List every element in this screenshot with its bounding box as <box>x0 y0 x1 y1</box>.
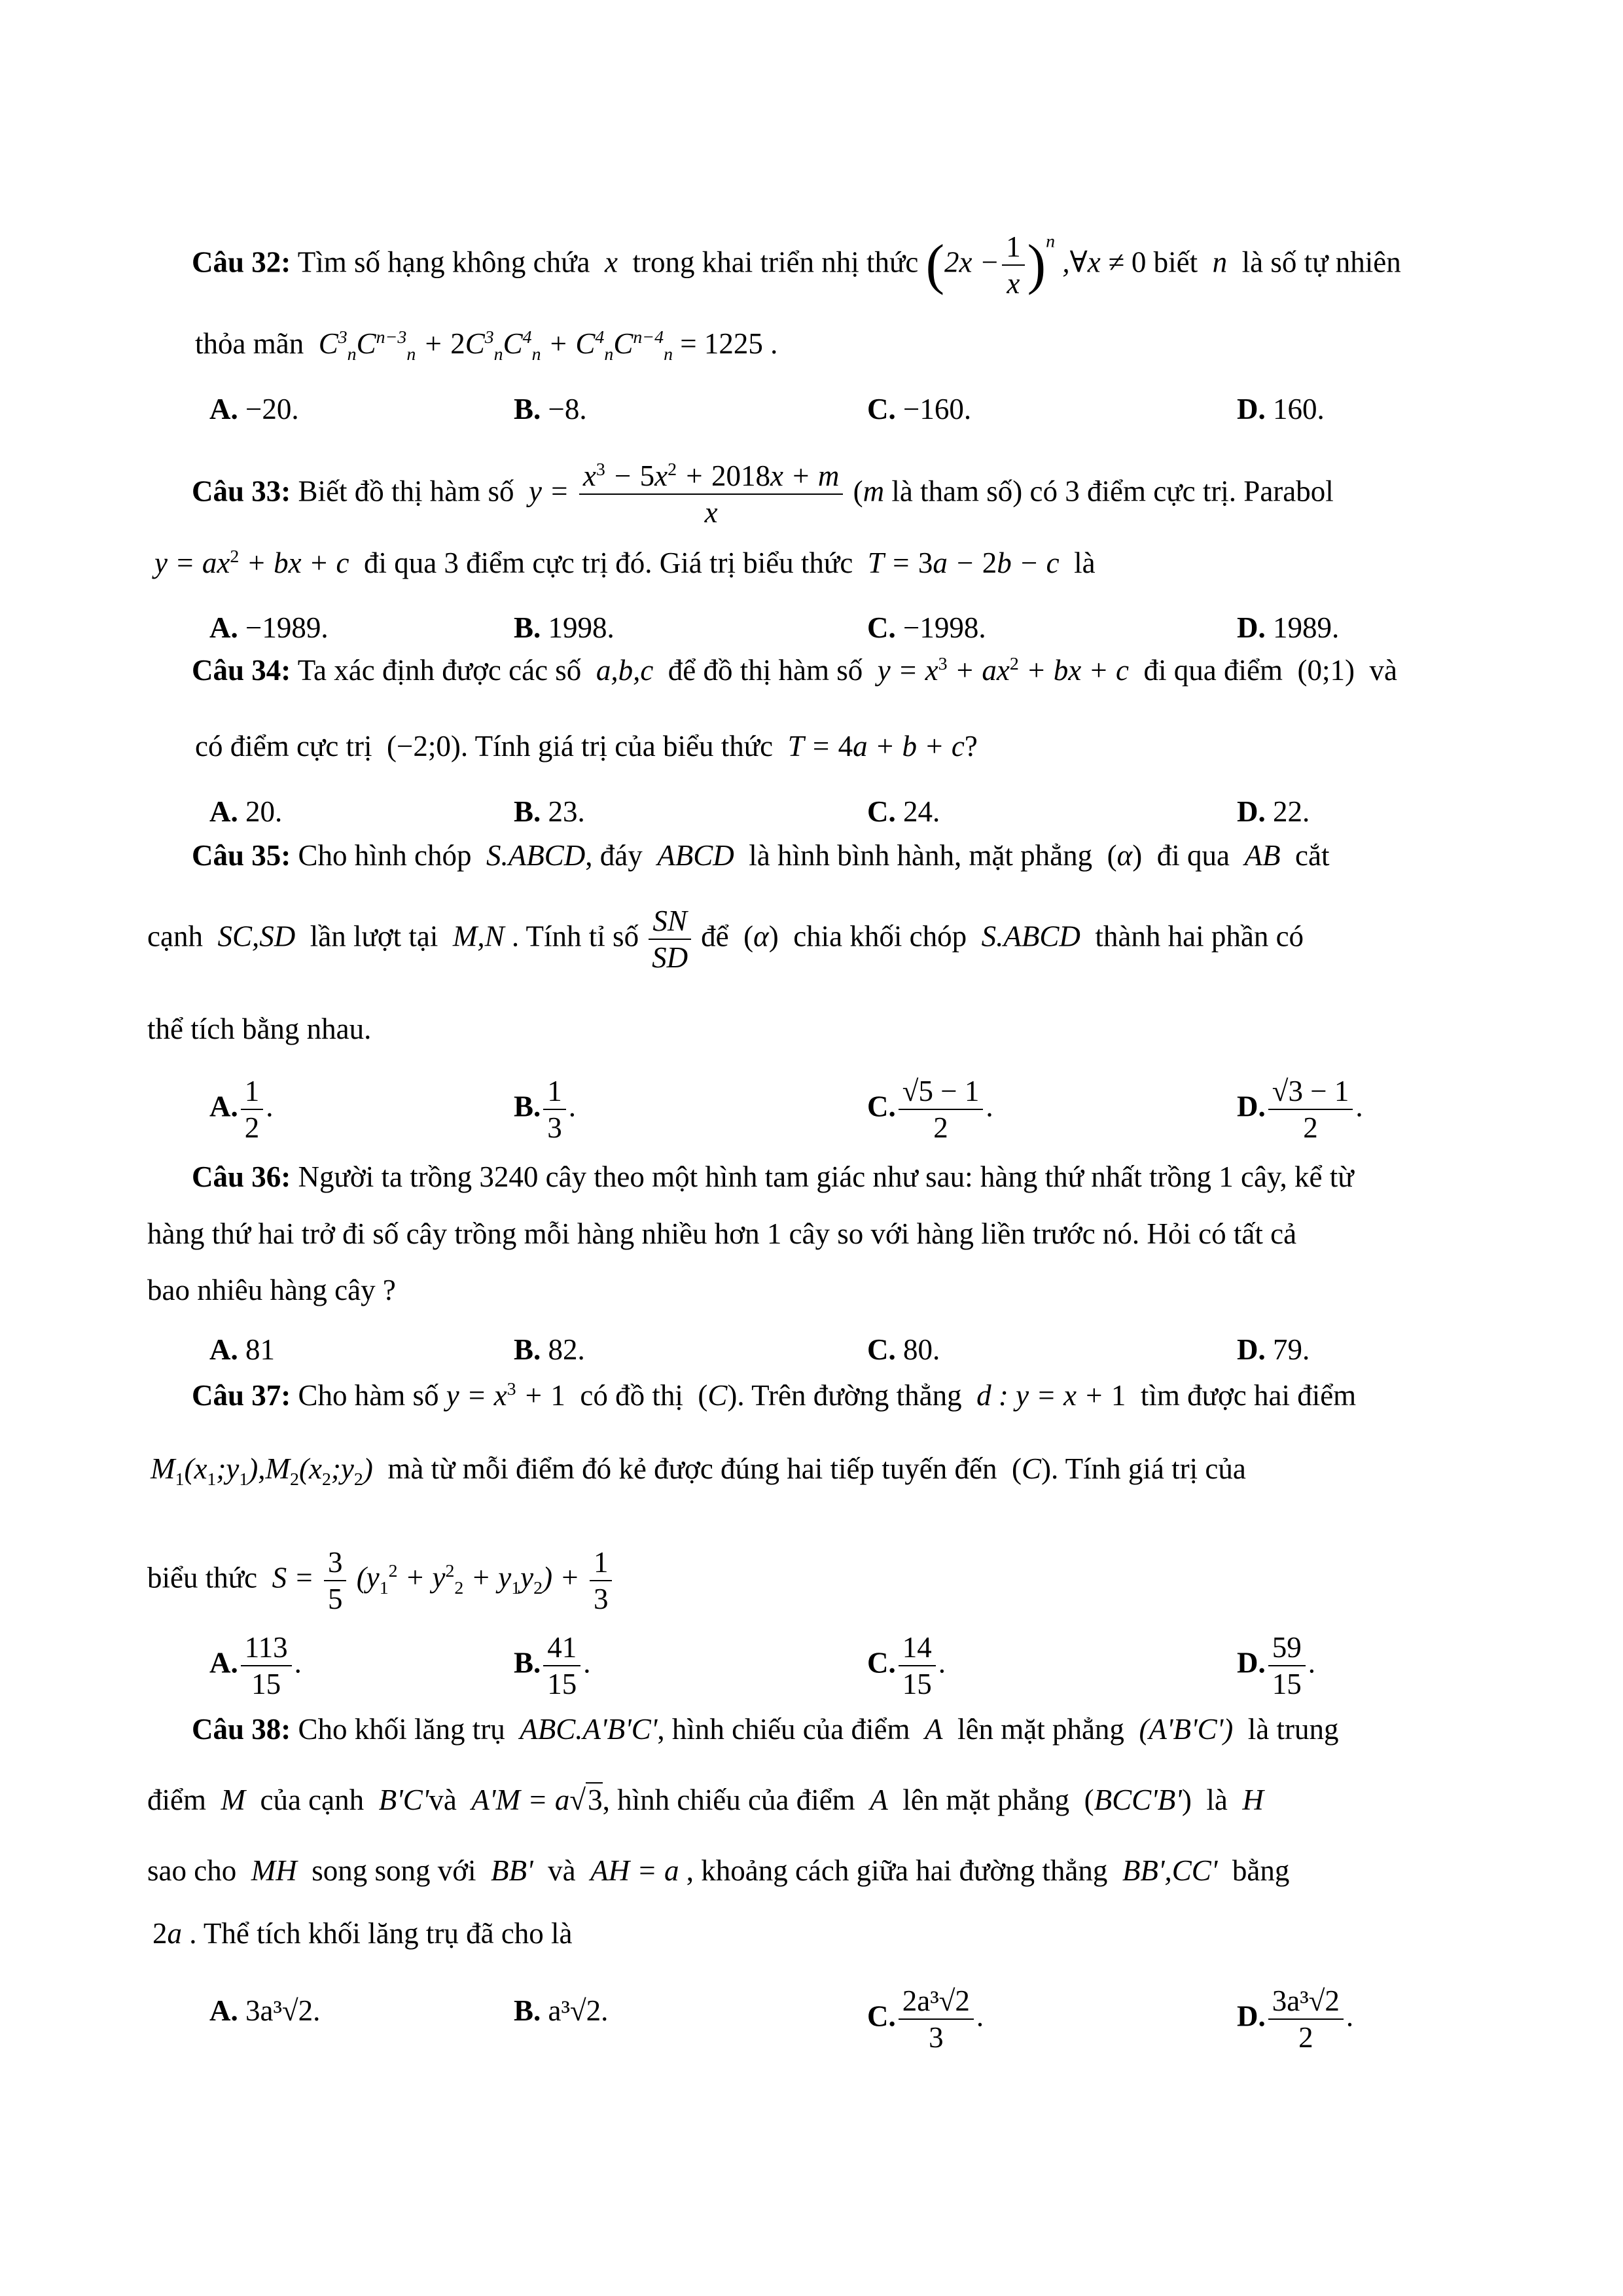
question-text: song song với <box>312 1854 476 1887</box>
question-text: Người ta trồng 3240 cây theo một hình tam giác như sau: hàng thứ nhất trồng 1 cây, kể từ <box>298 1160 1354 1193</box>
math-inline: (−2;0) <box>379 730 461 762</box>
question-text: đi qua <box>1156 839 1230 872</box>
question-34-line-1 <box>192 656 1397 685</box>
question-text: lên mặt phẳng <box>957 1713 1124 1746</box>
math-inline: ,∀x ≠ 0 <box>1062 245 1147 279</box>
math-inline: $y = x^3 + ax^2$ + bx + c <box>870 654 1137 687</box>
math-inline: AH = a <box>582 1854 687 1887</box>
question-text: để đồ thị hàm số <box>668 654 863 687</box>
option-b[interactable]: B. 82. <box>514 1333 585 1366</box>
math-inline: y = <box>521 475 569 508</box>
option-c[interactable]: C. $\frac{\text{2a³√2}}{3}$ . <box>867 1984 984 2054</box>
question-32-line-1 <box>192 229 1401 301</box>
question-text: . Thể tích khối lăng trụ đã cho là <box>189 1917 573 1950</box>
question-text: . Tính giá trị của <box>1050 1452 1246 1485</box>
question-text: chia khối chóp <box>793 920 967 953</box>
math-inline: MH <box>243 1854 304 1887</box>
question-label: Câu 33: <box>192 475 291 508</box>
question-text: là tham số) có 3 điểm cực trị. Parabol <box>891 475 1334 508</box>
math-inline: = 1225 . <box>680 327 778 360</box>
option-b[interactable]: B. −8. <box>514 393 587 425</box>
math-inline: a,b,c <box>588 654 661 687</box>
math-inline: ABC.A'B'C' <box>512 1713 658 1746</box>
option-d[interactable]: D. 22. <box>1237 795 1310 828</box>
question-text: của cạnh <box>260 1784 365 1816</box>
math-inline: S.ABCD <box>974 920 1088 953</box>
option-b[interactable]: B. 23. <box>514 795 585 828</box>
question-text: lên mặt phẳng <box>902 1784 1070 1816</box>
question-34-line-2 <box>195 732 978 761</box>
math-inline: $y = ax^2$ + bx + c <box>154 547 357 579</box>
question-text: thỏa mãn <box>195 327 304 360</box>
question-text: . Tính tỉ số <box>511 920 639 953</box>
math-inline: A'M = a√3 <box>464 1784 603 1816</box>
question-35-line-3 <box>147 1014 371 1044</box>
question-36-line-1 <box>192 1162 1354 1192</box>
question-text: lần lượt tại <box>310 920 438 953</box>
option-c[interactable]: C. −160. <box>867 393 972 425</box>
question-label: Câu 35: <box>192 839 291 872</box>
question-label: Câu 32: <box>192 245 291 279</box>
question-text: Cho khối lăng trụ <box>298 1713 505 1746</box>
math-fraction: $\frac{x^3 - 5x^2 + 2018x + m}{x}$ <box>579 458 843 530</box>
question-32-line-2 <box>195 327 778 365</box>
math-inline: S = <box>264 1561 314 1594</box>
math-inline: $M_1(x_1;y_1),M_2(x_2;y_2)$ <box>151 1452 381 1490</box>
question-text: là trung <box>1247 1713 1339 1746</box>
question-text: , hình chiếu của điểm <box>657 1713 910 1746</box>
question-text: là <box>1206 1784 1228 1816</box>
question-38-line-3 <box>147 1856 1289 1886</box>
option-a[interactable]: A. −20. <box>209 393 299 425</box>
question-33-line-1 <box>192 458 1334 530</box>
option-c[interactable]: C. −1998. <box>867 611 986 644</box>
math-fraction: $\frac{3}{5}$ <box>324 1545 347 1617</box>
option-a[interactable]: A. −1989. <box>209 611 329 644</box>
question-37-line-2 <box>151 1452 1246 1490</box>
math-fraction: $\frac{SN}{SD}$ <box>649 903 691 975</box>
math-inline: (C) <box>690 1379 738 1412</box>
option-d[interactable]: D. $\frac{√3 - 1}{2}$ . <box>1237 1075 1363 1144</box>
question-text: thể tích bằng nhau. <box>147 1013 372 1045</box>
option-c[interactable]: C. $\frac{14}{15}$ . <box>867 1631 946 1700</box>
option-c[interactable]: C. 80. <box>867 1333 940 1366</box>
question-text: tìm được hai điểm <box>1140 1379 1357 1412</box>
option-d[interactable]: D. 160. <box>1237 393 1325 425</box>
option-c[interactable]: C. 24. <box>867 795 940 828</box>
question-text: và <box>429 1784 457 1816</box>
math-inline: (C) <box>1004 1452 1051 1485</box>
question-35-line-2 <box>147 903 1304 975</box>
question-text: , đáy <box>585 839 643 872</box>
option-d[interactable]: D. 79. <box>1237 1333 1310 1366</box>
math-binomial: (2x − $\frac{1}{x}$ )$^n$ <box>925 230 1056 300</box>
question-text: sao cho <box>147 1854 237 1887</box>
math-inline: A <box>917 1713 950 1746</box>
math-inline: ABCD <box>650 839 741 872</box>
question-text: biểu thức <box>147 1561 258 1594</box>
question-text: và <box>1369 654 1397 687</box>
question-text: bằng <box>1232 1854 1290 1887</box>
question-text: mà từ mỗi điểm đó kẻ được đúng hai tiếp tuyến đến <box>387 1452 997 1485</box>
question-text: là hình bình hành, mặt phẳng <box>749 839 1093 872</box>
question-text: có đồ thị <box>580 1379 683 1412</box>
question-text: Tìm số hạng không chứa <box>297 245 590 279</box>
math-inline: (α) <box>1099 839 1150 872</box>
question-36-line-3 <box>147 1276 396 1305</box>
question-label: Câu 34: <box>192 654 291 687</box>
math-inline: (BCC'B') <box>1077 1784 1200 1816</box>
option-b[interactable]: B. 1998. <box>514 611 615 644</box>
math-inline: S.ABCD <box>478 839 586 872</box>
math-fraction: $\frac{1}{3}$ <box>590 1545 613 1617</box>
math-inline: SC,SD <box>210 920 303 953</box>
question-text: Cho hình chóp <box>298 839 472 872</box>
math-inline: M,N <box>445 920 512 953</box>
question-text: và <box>548 1854 576 1887</box>
question-text: trong khai triển nhị thức <box>632 245 919 279</box>
question-text: đi qua điểm <box>1143 654 1283 687</box>
question-text: Biết đồ thị hàm số <box>298 475 514 508</box>
question-text: bao nhiêu hàng cây ? <box>147 1274 396 1306</box>
question-37-line-3 <box>147 1545 615 1617</box>
question-36-line-2 <box>147 1219 1296 1249</box>
question-text: (m <box>853 475 885 508</box>
math-inline: d : y = x + 1 <box>969 1379 1126 1412</box>
question-text: là <box>1074 547 1096 579</box>
question-text: Ta xác định được các số <box>297 654 582 687</box>
question-text: , khoảng cách giữa hai đường thẳng <box>686 1854 1108 1887</box>
math-inline: n <box>1205 245 1235 279</box>
question-text: . Trên đường thẳng <box>737 1379 962 1412</box>
question-35-line-1 <box>192 841 1329 870</box>
math-inline: BB' <box>483 1854 541 1887</box>
math-inline: T = 3a − 2b − c <box>860 547 1067 579</box>
math-inline: $(y_1^2 + y^2_2 + y_1y_2)$ + <box>356 1561 580 1599</box>
option-a[interactable]: A. 3a³√2. <box>209 1994 321 2027</box>
option-b[interactable]: B. $\frac{41}{15}$ . <box>514 1631 591 1700</box>
question-text: Cho hàm số <box>298 1379 439 1412</box>
question-label: Câu 38: <box>192 1713 291 1746</box>
question-38-line-1 <box>192 1715 1339 1744</box>
option-b[interactable]: B. $\frac{1}{3}$ . <box>514 1075 577 1144</box>
question-text: biết <box>1153 245 1198 279</box>
question-37-line-1 <box>192 1381 1356 1410</box>
question-label: Câu 37: <box>192 1379 291 1412</box>
math-inline: $C^3_nC^{n-3}_n + 2C^3_nC^4_n + C^4_nC^{n-4}_n$ <box>311 327 673 365</box>
question-text: để <box>701 920 729 953</box>
option-d[interactable]: D. 1989. <box>1237 611 1340 644</box>
math-inline: (α) <box>736 920 786 953</box>
math-inline: M <box>213 1784 253 1816</box>
question-text: thành hai phần có <box>1095 920 1304 953</box>
option-d[interactable]: D. $\frac{59}{15}$ . <box>1237 1631 1315 1700</box>
question-33-line-2 <box>154 548 1096 578</box>
question-text: hàng thứ hai trở đi số cây trồng mỗi hàng nhiều hơn 1 cây so với hàng liền trước nó. Hỏi có tất cả <box>147 1217 1297 1250</box>
option-a[interactable]: A. $\frac{113}{15}$ . <box>209 1631 302 1700</box>
math-inline: BB',CC' <box>1115 1854 1225 1887</box>
option-b[interactable]: B. a³√2. <box>514 1994 609 2027</box>
math-inline: B'C' <box>371 1784 429 1816</box>
option-a[interactable]: A. 81 <box>209 1333 275 1366</box>
math-inline: AB <box>1237 839 1288 872</box>
math-inline: (A'B'C') <box>1132 1713 1241 1746</box>
option-a[interactable]: A. $\frac{1}{2}$ . <box>209 1075 274 1144</box>
question-text: . Tính giá trị của biểu thức <box>460 730 774 762</box>
question-text: cạnh <box>147 920 203 953</box>
question-text: cắt <box>1295 839 1330 872</box>
question-text: điểm <box>147 1784 206 1816</box>
question-text: là số tự nhiên <box>1241 245 1401 279</box>
option-a[interactable]: A. 20. <box>209 795 283 828</box>
question-label: Câu 36: <box>192 1160 291 1193</box>
question-38-line-2 <box>147 1785 1264 1815</box>
math-inline: H <box>1235 1784 1264 1816</box>
math-inline: 2a <box>152 1917 190 1950</box>
option-d[interactable]: D. $\frac{\text{3a³√2}}{2}$ . <box>1237 1984 1354 2054</box>
question-38-line-4 <box>152 1919 573 1948</box>
question-text: , hình chiếu của điểm <box>602 1784 855 1816</box>
option-c[interactable]: C. $\frac{√5 - 1}{2}$ . <box>867 1075 993 1144</box>
math-inline: x <box>597 245 626 279</box>
question-text: đi qua 3 điểm cực trị đó. Giá trị biểu thức <box>363 547 853 579</box>
math-inline: T = 4a + b + c <box>780 730 965 762</box>
math-inline: (0;1) <box>1290 654 1363 687</box>
math-inline: A <box>862 1784 895 1816</box>
question-text: ? <box>964 730 978 762</box>
math-inline: $y = x^3 + 1$ <box>446 1379 565 1412</box>
question-text: có điểm cực trị <box>195 730 372 762</box>
